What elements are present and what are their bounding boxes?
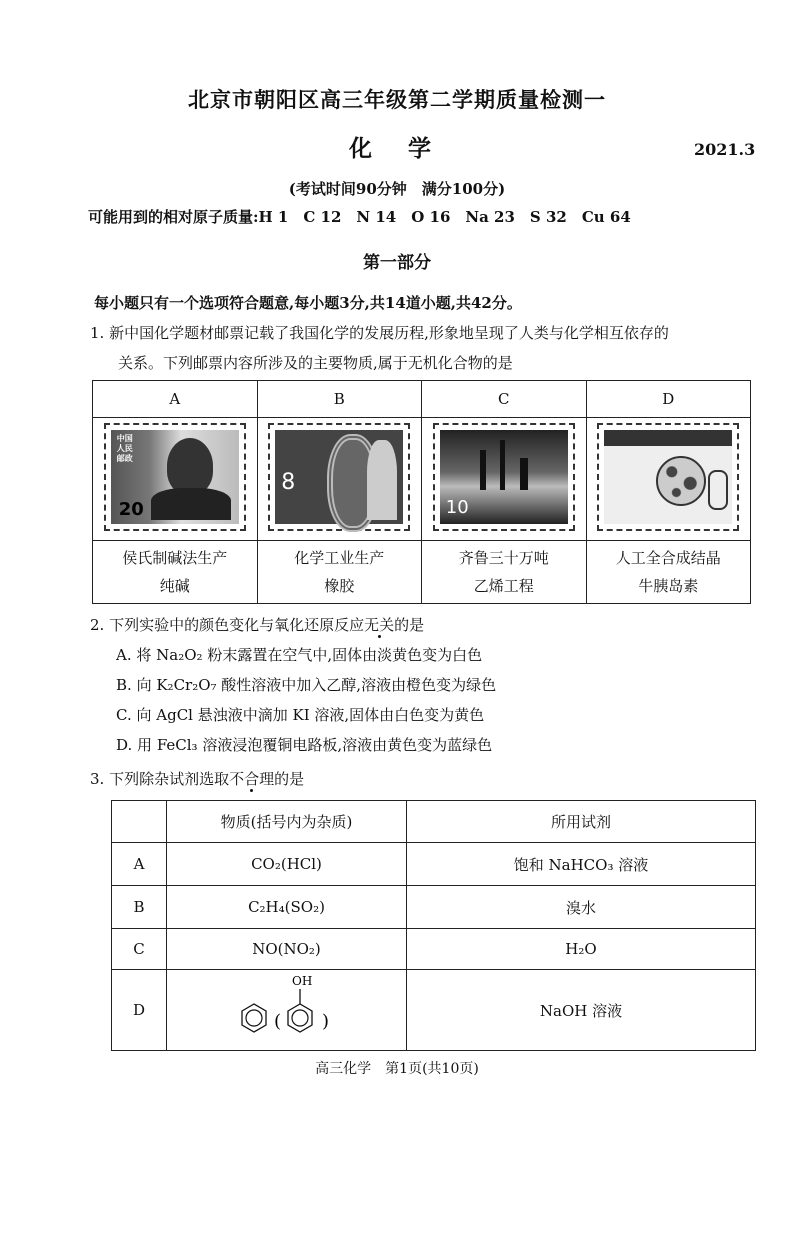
atomic-masses: 可能用到的相对原子质量:H 1 C 12 N 14 O 16 Na 23 S 32 Cu 64 [88,208,631,226]
worker-figure [367,440,397,520]
q2-stem: 2. 下列实验中的颜色变化与氧化还原反应无关的是 [90,616,425,634]
q1-header-a: A [93,381,258,418]
stamp-c-image [433,423,575,531]
exam-date: 2021.3 [694,140,756,159]
q2-option-b: B. 向 K₂Cr₂O₇ 酸性溶液中加入乙醇,溶液由橙色变为绿色 [116,676,497,694]
q2-emphasis: 无关 [364,616,395,634]
stamp-a-value: 20 [118,499,144,520]
table-row: B C₂H₄(SO₂) 溴水 [112,886,756,929]
q2-options [116,640,496,760]
stamp-b-image [268,423,410,531]
time-note: (考试时间90分钟 满分100分) [288,180,506,198]
q1-header-b: B [257,381,422,418]
open-paren: ( [273,1011,281,1032]
q2-option-d: D. 用 FeCl₃ 溶液浸泡覆铜电路板,溶液由黄色变为蓝绿色 [116,736,493,754]
table-row: A CO₂(HCl) 饱和 NaHCO₃ 溶液 [112,843,756,886]
q1-label-a: 侯氏制碱法生产 纯碱 [93,541,258,604]
stamp-d-banner [604,430,732,446]
factory-tower-3 [520,458,528,490]
close-paren: ) [321,1011,329,1032]
stamp-d-image [597,423,739,531]
stamp-b-value: 8 [281,470,296,495]
stamp-a-image [104,423,246,531]
microscope-graphic [708,470,728,510]
q3-stem: 3. 下列除杂试剂选取不合理的是 [90,770,305,788]
q1-label-b: 化学工业生产 橡胶 [257,541,422,604]
q2-option-c: C. 向 AgCl 悬浊液中滴加 KI 溶液,固体由白色变为黄色 [116,706,485,724]
exam-title: 北京市朝阳区高三年级第二学期质量检测一 [188,87,606,112]
portrait-figure [167,438,213,494]
oh-label: OH [291,974,312,988]
factory-tower-1 [480,450,486,490]
factory-tower-2 [500,440,505,490]
q3-emphasis: 不合理 [229,770,275,788]
stamp-c-value: 10 [445,497,469,518]
phenol-aromatic-circle [292,1010,308,1026]
q1-stem-line1: 1. 新中国化学题材邮票记载了我国化学的发展历程,形象地呈现了人类与化学相互依存的 [90,324,669,342]
insulin-crystal-graphic [656,456,706,506]
benzene-phenol-diagram [222,971,352,1045]
benzene-aromatic-circle [246,1010,262,1026]
q1-stem-line2: 关系。下列邮票内容所涉及的主要物质,属于无机化合物的是 [118,354,513,372]
q1-table [92,380,751,604]
part-title: 第一部分 [363,253,431,273]
q1-header-d: D [586,381,751,418]
portrait-shoulders [151,488,231,520]
q2-option-a: A. 将 Na₂O₂ 粉末露置在空气中,固体由淡黄色变为白色 [116,646,483,664]
q1-label-c: 齐鲁三十万吨 乙烯工程 [422,541,587,604]
stamp-a-country-text: 中国人民邮政 [116,434,133,463]
q3-header-blank [112,801,167,843]
benzene-phenol-structure [167,970,407,1051]
table-row: D ( OH ) NaOH 溶液 [112,970,756,1051]
page-footer: 高三化学 第1页(共10页) [315,1061,479,1077]
q3-header-substance: 物质(括号内为杂质) [167,801,407,843]
q3-header-reagent: 所用试剂 [407,801,756,843]
table-row: C NO(NO₂) H₂O [112,929,756,970]
q1-label-d: 人工全合成结晶 牛胰岛素 [586,541,751,604]
instructions: 每小题只有一个选项符合题意,每小题3分,共14道小题,共42分。 [94,294,522,312]
q3-table [111,800,756,1051]
q1-header-c: C [422,381,587,418]
subject-title: 化 学 [348,135,445,162]
